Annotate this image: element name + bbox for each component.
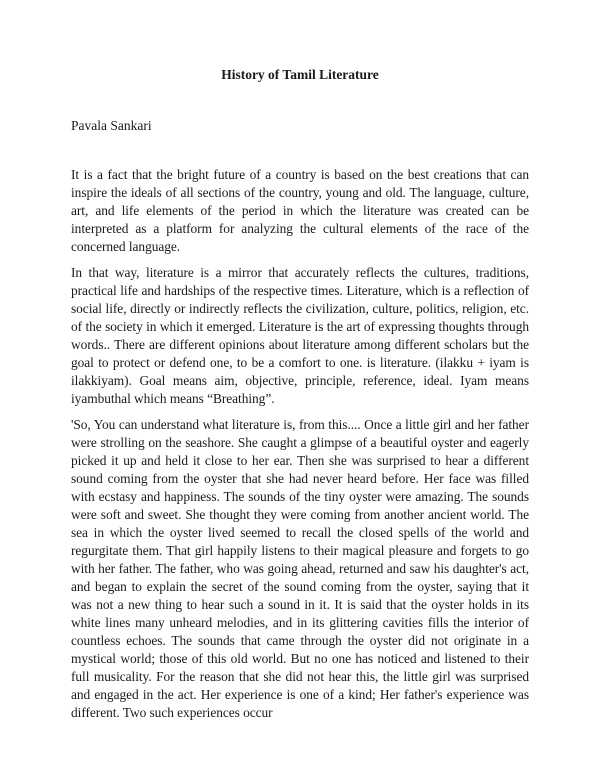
paragraph-literature-mirror: In that way, literature is a mirror that accurately reflects the cultures, traditions, practical life and hardships of the respective times. Literature, which is a reflection of social life, directly or indirectly reflects the civilization, culture, politics, religion, etc. of the society in which it emerged. Literature is the art of expressing thoughts through words.. There are different opinions about literature among different scholars but the goal to protect or defend one, to be a comfort to one. is literature. (ilakku + iyam is ilakkiyam). Goal means aim, objective, principle, reference, ideal. Iyam means iyambuthal which means “Breathing”. (71, 265, 529, 406)
paragraph-intro: It is a fact that the bright future of a country is based on the best creations that can inspire the ideals of all sections of the country, young and old. The language, culture, art, and life elements of the period in which the literature was created can be interpreted as a platform for analyzing the cultural elements of the race of the concerned language. (71, 167, 529, 254)
document-body (71, 166, 529, 730)
document-title: History of Tamil Literature (221, 67, 379, 82)
paragraph-oyster-story: 'So, You can understand what literature is, from this.... Once a little girl and her father were strolling on the seashore. She caught a glimpse of a beautiful oyster and eagerly picked it up and held it close to her ear. Then she was surprised to hear a different sound coming from the oyster that she had never heard before. Her face was filled with ecstasy and happiness. The sounds of the tiny oyster were amazing. The sounds were soft and sweet. She thought they were coming from another ancient world. The sea in which the oyster lived seemed to recall the closed spells of the world and regurgitate them. That girl happily listens to their magical pleasure and forgets to go with her father. The father, who was going ahead, returned and saw his daughter's act, and began to explain the secret of the sound coming from the oyster, saying that it was not a new thing to hear such a sound in it. It is said that the oyster holds in its white lines many unheard melodies, and in its glittering cavities fills the interior of countless echoes. The sounds that came through the oyster did not originate in a mystical world; those of this old world. But no one has noticed and listened to their full musicality. For the reason that she did not hear this, the little girl was surprised and engaged in the act. Her experience is one of a kind; Her father's experience was different. Two such experiences occur (71, 417, 529, 720)
author-name: Pavala Sankari (71, 118, 152, 133)
